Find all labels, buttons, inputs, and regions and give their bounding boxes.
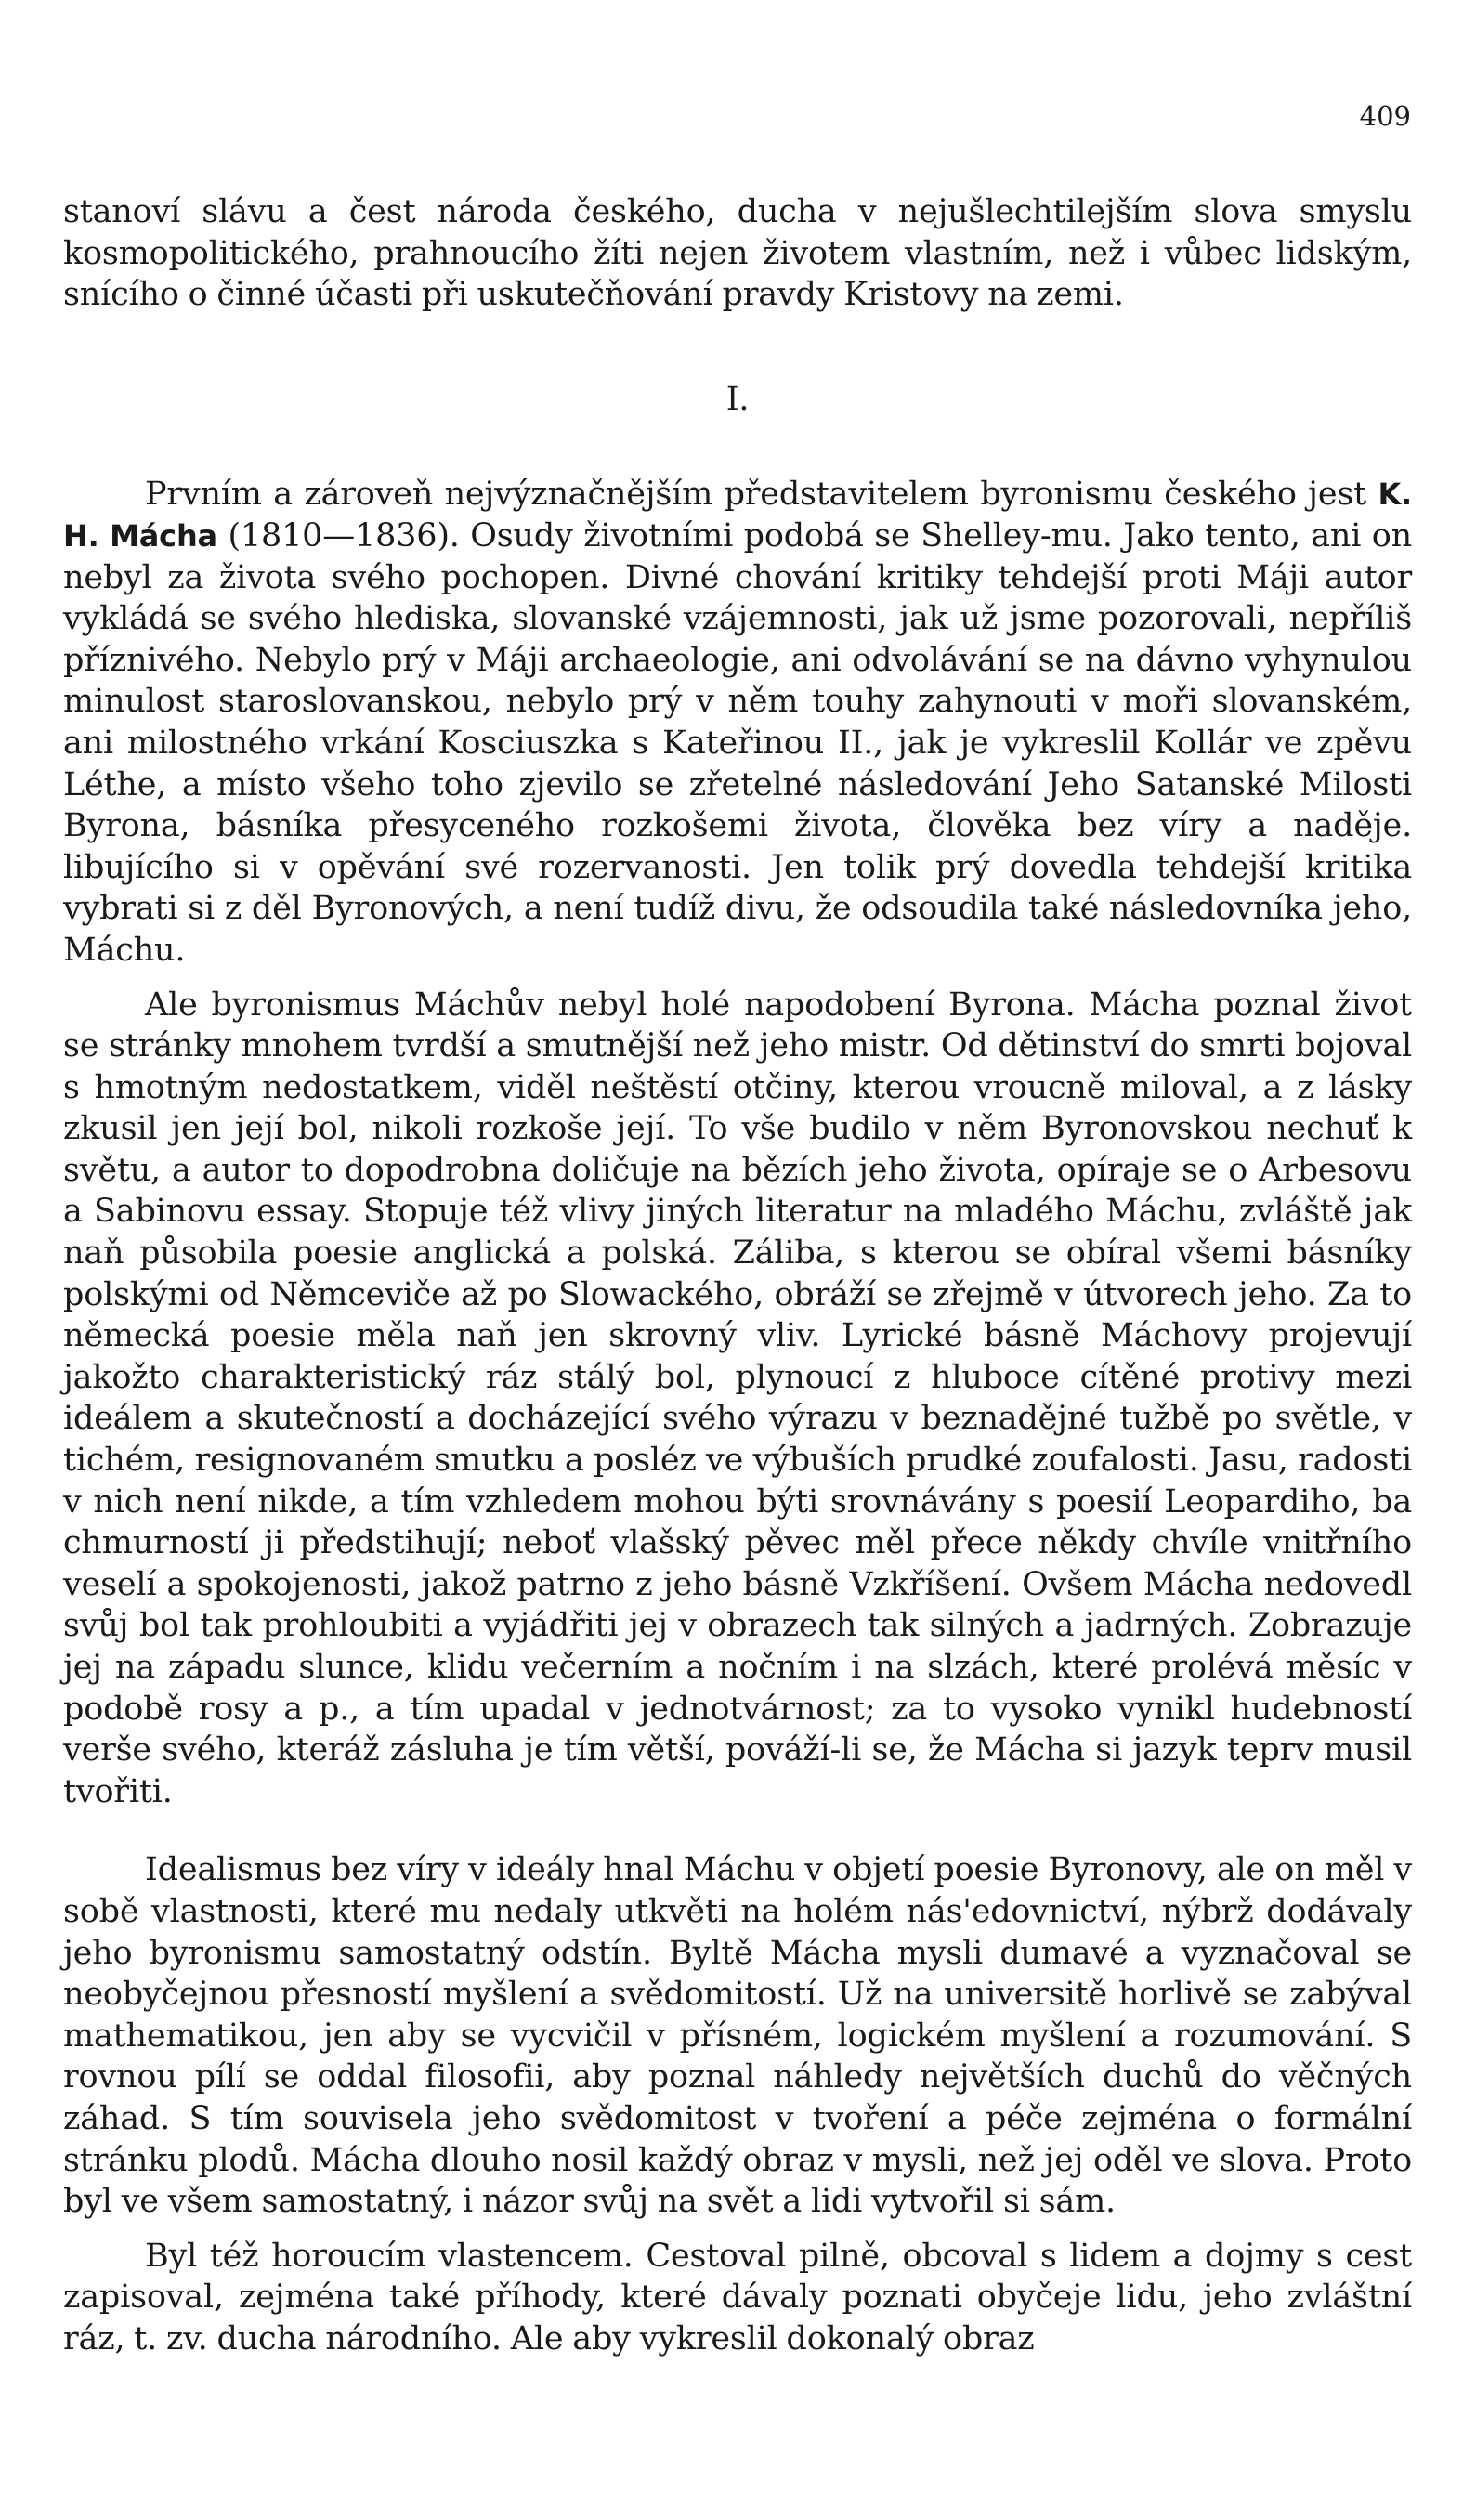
section-heading: I. [725, 380, 750, 418]
paragraph-4: Byl též horoucím vlastencem. Cestoval pilně, obcoval s lidem a dojmy s cest zapisoval, zejména také příhody, které dávaly poznati obyčeje lidu, jeho zvláštní ráz, t. zv. ducha národního. Ale aby vykreslil dokonalý obraz [63, 2237, 1412, 2357]
paragraph-1-rest: (1810—1836). Osudy životními podobá se Shelley-mu. Jako tento, ani on nebyl za života svého pochopen. Divné chování kritiky tehdejší proti Máji autor vykládá se svého hlediska, slovanské vzájemnosti, jak už jsme pozorovali, nepříliš příznivého. Nebylo prý v Máji archaeologie, ani odvolávání se na dávno vyhynulou minulost staroslovanskou, nebylo prý v něm touhy zahynouti v moři slovanském, ani milostného vrkání Kosciuszka s Kateřinou II., jak je vykreslil Kollár ve zpěvu Léthe, a místo všeho toho zjevilo se zřetelné následování Jeho Satanské Milosti Byrona, básníka přesyceného rozkošemi života, člověka bez víry a naděje. libujícího si v opěvání své rozervanosti. Jen tolik prý dovedla tehdejší kritika vybrati si z děl Byronových, a není tudíž divu, že odsoudila také následovníka jeho, Máchu. [63, 516, 1413, 969]
paragraph-1-start: Prvním a zároveň nejvýznačnějším představitelem byronismu českého jest [145, 476, 1366, 514]
body-text [63, 191, 1412, 2360]
paragraph-2: Ale byronismus Máchův nebyl holé napodobení Byrona. Mácha poznal život se stránky mnohem tvrdší a smutnější než jeho mistr. Od dětinství do smrti bojoval s hmotným nedostatkem, viděl neštěstí otčiny, kterou vroucně miloval, a z lásky zkusil jen její bol, nikoli rozkoše její. To vše budilo v něm Byronovskou nechuť k světu, a autor to dopodrobna doličuje na bězích jeho života, opíraje se o Arbesovu a Sabinovu essay. Stopuje též vlivy jiných literatur na mladého Máchu, zvláště jak naň působila poesie anglická a polská. Záliba, s kterou se obíral všemi básníky polskými od Němceviče až po Slowackého, obráží se zřejmě v útvorech jeho. Za to německá poesie měla naň jen skrovný vliv. Lyrické básně Máchovy projevují jakožto charakteristický ráz stálý bol, plynoucí z hluboce cítěné protivy mezi ideálem a skutečností a docházející svého výrazu v beznadějné tužbě po světle, v tichém, resignovaném smutku a posléz ve výbuších prudké zoufalosti. Jasu, radosti v nich není nikde, a tím vzhledem mohou býti srovnávány s poesií Leopardiho, ba chmurností ji předstihují; neboť vlašský pěvec měl přece někdy chvíle vnitřního veselí a spokojenosti, jakož patrno z jeho básně Vzkříšení. Ovšem Mácha nedovedl svůj bol tak prohloubiti a vyjádřiti jej v obrazech tak silných a jadrných. Zobrazuje jej na západu slunce, klidu večerním a nočním i na slzách, které prolévá měsíc v podobě rosy a p., a tím upadal v jednotvárnost; za to vysoko vynikl hudebností verše svého, kteráž zásluha je tím větší, pováží-li se, že Mácha si jazyk teprv musil tvořiti. [63, 986, 1412, 1810]
paragraph-3: Idealismus bez víry v ideály hnal Máchu v objetí poesie Byronovy, ale on měl v sobě vlastnosti, které mu nedaly utkvěti na holém nás'edovnictví, nýbrž dodávaly jeho byronismu samostatný odstín. Byltě Mácha mysli dumavé a vyznačoval se neobyčejnou přesností myšlení a svědomitostí. Už na universitě horlivě se zabýval mathematikou, jen aby se vycvičil v přísném, logickém myšlení a rozumování. S rovnou pílí se oddal filosofii, aby poznal náhledy největších duchů do věčných záhad. S tím souvisela jeho svědomitost v tvoření a péče zejména o formální stránku plodů. Mácha dlouho nosil každý obraz v mysli, než jej oděl ve slova. Proto byl ve všem samostatný, i názor svůj na svět a lidi vytvořil si sám. [63, 1851, 1412, 2221]
page-number: 409 [1359, 100, 1411, 132]
author-name: K. H. Mácha [63, 477, 1412, 554]
paragraph-1 [63, 474, 1412, 971]
intro-paragraph: stanoví slávu a čest národa českého, ducha v nejušlechtilejším slova smyslu kosmopolitického, prahnoucího žíti nejen životem vlastním, než i vůbec lidským, snícího o činné účasti při uskutečňování pravdy Kristovy na zemi. [63, 193, 1412, 314]
